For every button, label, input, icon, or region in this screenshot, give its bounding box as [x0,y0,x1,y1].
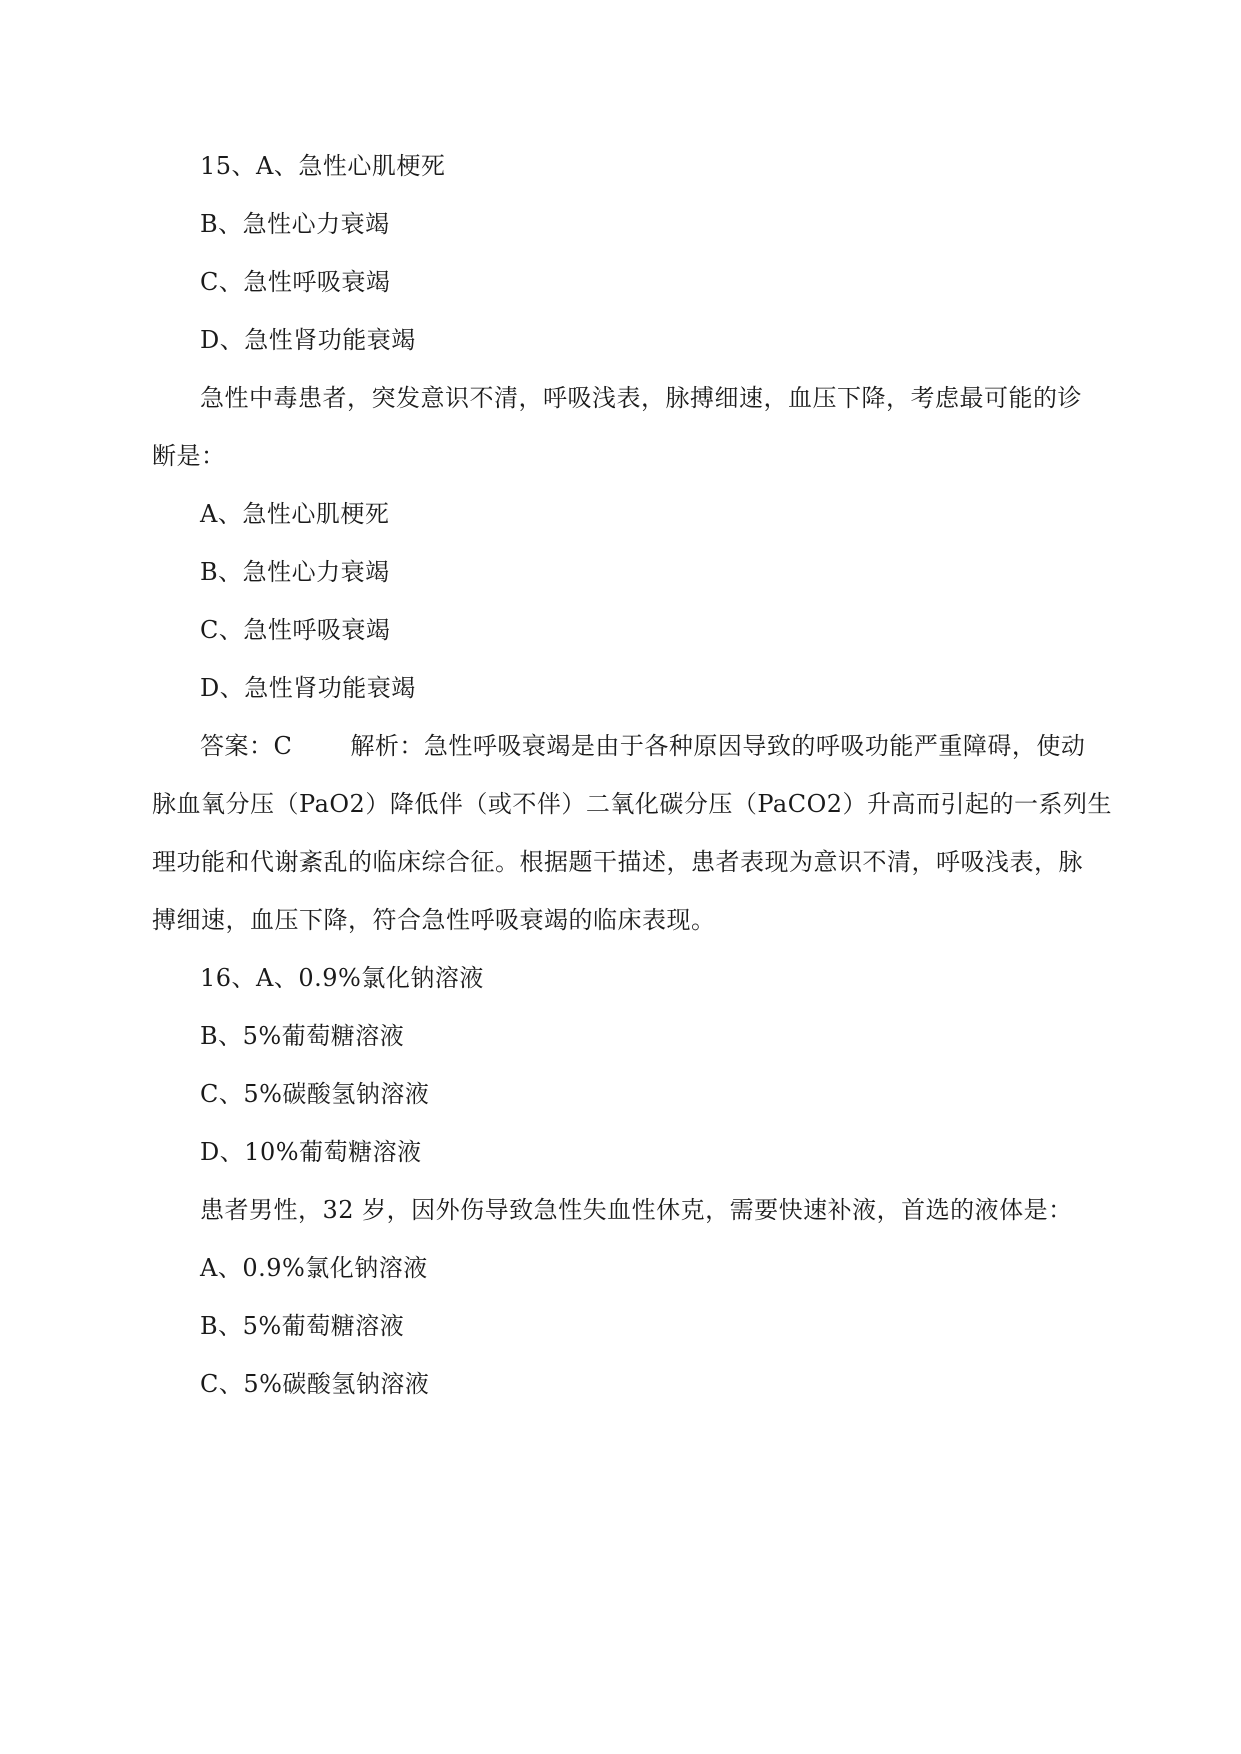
q16-option-c-top: C、5%碳酸氢钠溶液 [200,1080,430,1108]
q15-answer: 答案：C [200,732,293,760]
q16-option-b: B、5%葡萄糖溶液 [200,1312,405,1340]
q15-option-b: B、急性心力衰竭 [200,558,390,586]
q15-analysis-line2: 脉血氧分压（PaO2）降低伴（或不伴）二氧化碳分压（PaCO2）升高而引起的一系列生 [152,790,1113,818]
q16-stem: 患者男性，32 岁，因外伤导致急性失血性休克，需要快速补液，首选的液体是： [200,1196,1073,1224]
q15-analysis-line4: 搏细速，血压下降，符合急性呼吸衰竭的临床表现。 [152,906,716,934]
q16-option-b-top: B、5%葡萄糖溶液 [200,1022,405,1050]
q15-option-c: C、急性呼吸衰竭 [200,616,391,644]
q15-option-d: D、急性肾功能衰竭 [200,674,416,702]
q15-stem-line1: 急性中毒患者，突发意识不清，呼吸浅表，脉搏细速，血压下降，考虑最可能的诊 [200,384,1082,412]
q15-option-b-top: B、急性心力衰竭 [200,210,390,238]
q15-option-a: A、急性心肌梗死 [200,500,390,528]
q16-header: 16、A、0.9%氯化钠溶液 [200,964,484,992]
q15-header: 15、A、急性心肌梗死 [200,152,446,180]
q15-answer-analysis-line1 [200,730,1085,762]
q16-option-c: C、5%碳酸氢钠溶液 [200,1370,430,1398]
q16-option-a: A、0.9%氯化钠溶液 [200,1254,428,1282]
q15-stem-line2: 断是： [152,442,226,470]
q15-analysis-line1: 解析：急性呼吸衰竭是由于各种原因导致的呼吸功能严重障碍，使动 [350,732,1086,760]
q15-option-d-top: D、急性肾功能衰竭 [200,326,416,354]
q15-analysis-line3: 理功能和代谢紊乱的临床综合征。根据题干描述，患者表现为意识不清，呼吸浅表，脉 [152,848,1083,876]
q15-option-c-top: C、急性呼吸衰竭 [200,268,391,296]
q16-option-d-top: D、10%葡萄糖溶液 [200,1138,422,1166]
